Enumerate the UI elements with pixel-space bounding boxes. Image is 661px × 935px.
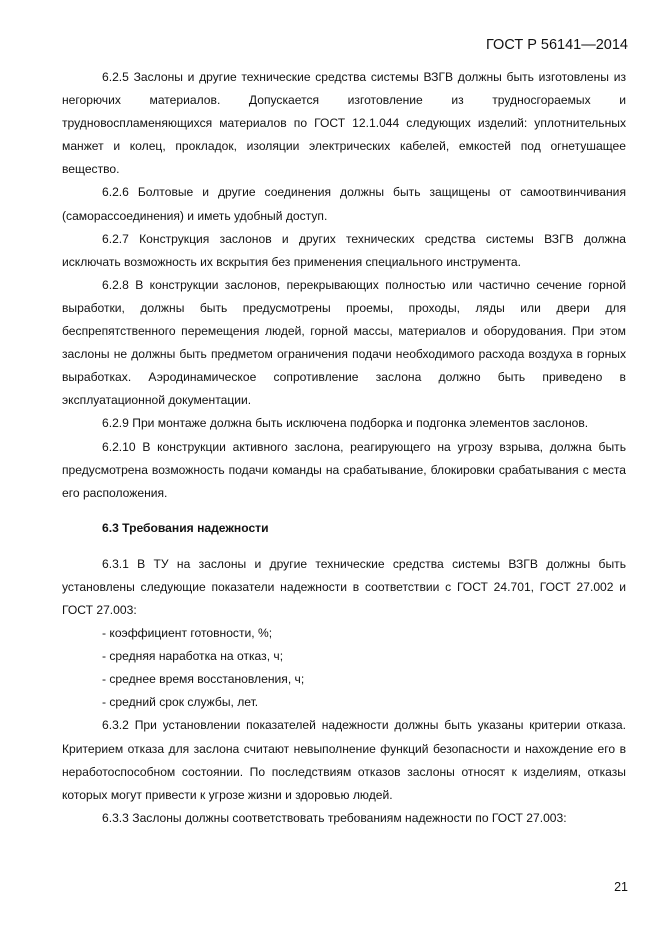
section-title-6-3: 6.3 Требования надежности [102, 520, 269, 535]
list-item: - коэффициент готовности, %; [102, 626, 273, 641]
paragraph-6-3-1: 6.3.1 В ТУ на заслоны и другие технические средства системы ВЗГВ должны быть установлены следующие показатели надежности в соответствии с ГОСТ 24.701, ГОСТ 27.002 и ГОСТ 27.003: [62, 556, 626, 617]
list-item: - средний срок службы, лет. [102, 695, 259, 710]
paragraph-6-2-7: 6.2.7 Конструкция заслонов и других технических средства системы ВЗГВ должна исключать возможность их вскрытия без применения специального инструмента. [62, 231, 626, 269]
paragraph-6-3-3: 6.3.3 Заслоны должны соответствовать требованиям надежности по ГОСТ 27.003: [102, 810, 567, 825]
paragraph-6-2-8: 6.2.8 В конструкции заслонов, перекрывающих полностью или частично сечение горной выработки, должны быть предусмотрены проемы, проходы, ляды или двери для беспрепятственного перемещения людей, горной массы, материалов и оборудования. При этом заслоны не должны быть предметом ограничения подачи необходимого расхода воздуха в горных выработках. Аэродинамическое сопротивление заслона должно быть приведено в эксплуатационной документации. [62, 277, 626, 408]
paragraph-6-2-10: 6.2.10 В конструкции активного заслона, реагирующего на угрозу взрыва, должна быть предусмотрена возможность подачи команды на срабатывание, блокировки срабатывания с места его расположения. [62, 439, 626, 500]
list-item: - среднее время восстановления, ч; [102, 672, 305, 687]
paragraph-6-2-6: 6.2.6 Болтовые и другие соединения должны быть защищены от самоотвинчивания (саморассоединения) и иметь удобный доступ. [62, 185, 626, 223]
paragraph-6-3-2: 6.3.2 При установлении показателей надежности должны быть указаны критерии отказа. Критерием отказа для заслона считают невыполнение функций безопасности и нахождение его в неработоспособном состоянии. По последствиям отказов заслоны относят к изделиям, отказы которых могут привести к угрозе жизни и здоровью людей. [62, 718, 626, 802]
page-number: 21 [614, 880, 628, 894]
paragraph-6-2-9: 6.2.9 При монтаже должна быть исключена подборка и подгонка элементов заслонов. [102, 416, 589, 431]
document-code-header: ГОСТ Р 56141—2014 [486, 37, 628, 53]
paragraph-6-2-5: 6.2.5 Заслоны и другие технические средства системы ВЗГВ должны быть изготовлены из негорючих материалов. Допускается изготовление из трудносгораемых и трудновоспламеняющихся материалов по ГОСТ 12.1.044 следующих изделий: уплотнительных манжет и колец, прокладок, изоляции электрических кабелей, емкостей под огнетушащее вещество. [62, 70, 626, 177]
list-item: - средняя наработка на отказ, ч; [102, 649, 284, 664]
document-body [62, 66, 626, 830]
reliability-indicators-list [62, 622, 626, 714]
